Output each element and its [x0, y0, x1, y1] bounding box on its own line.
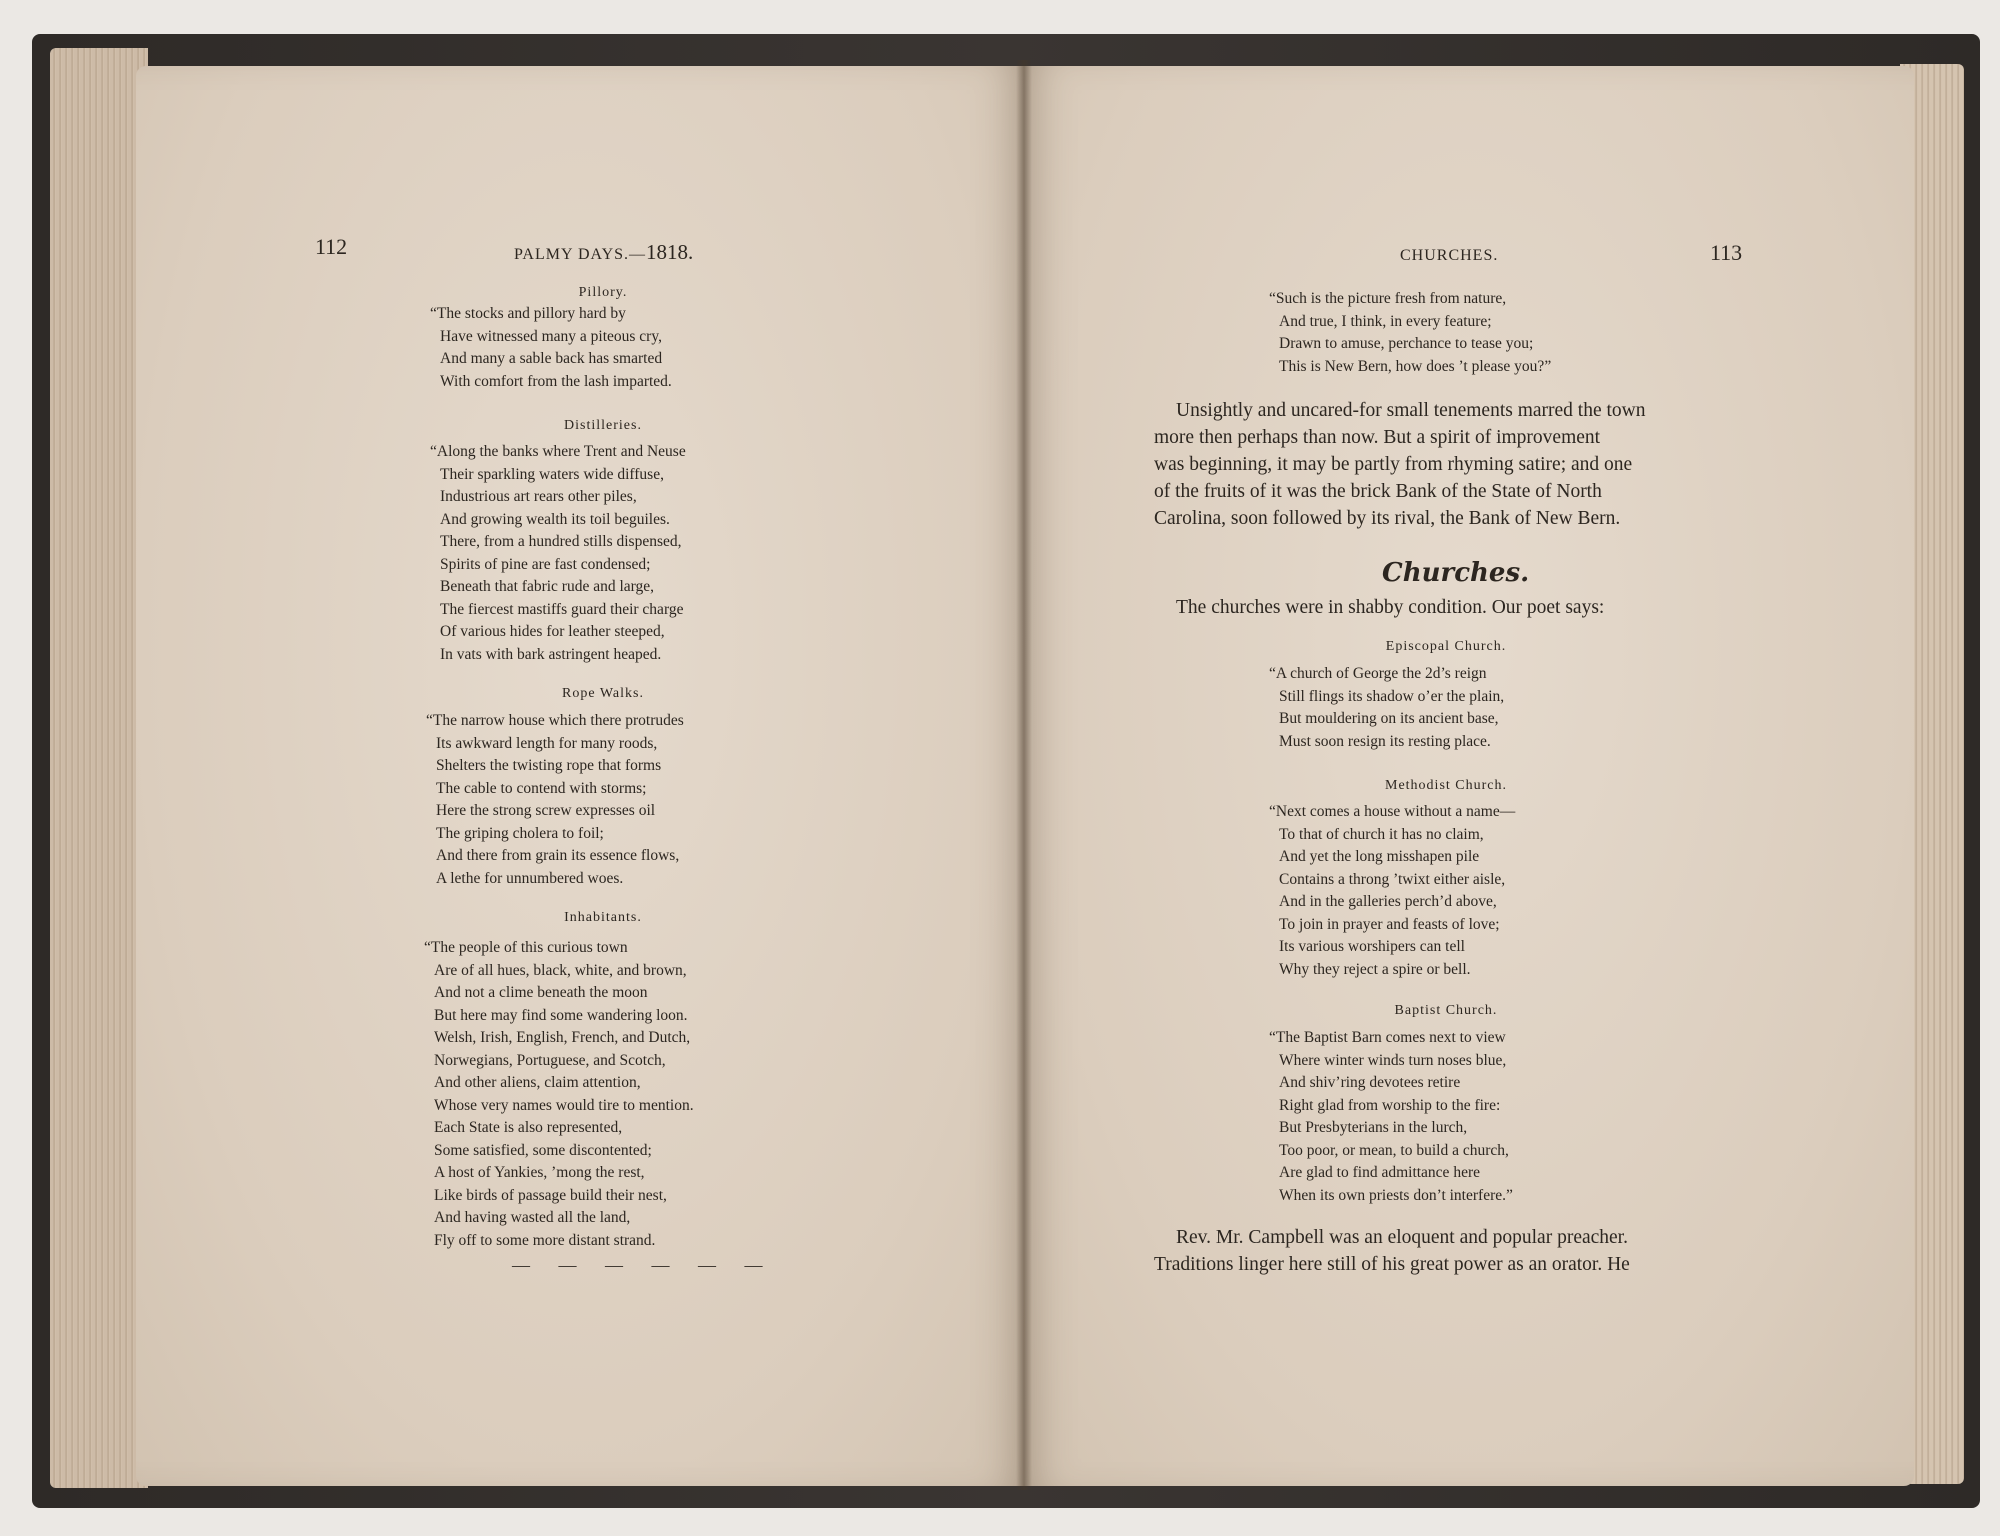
prose-line: Rev. Mr. Campbell was an eloquent and popular preacher.	[1176, 1227, 1628, 1248]
verse-episcopal	[1269, 663, 1505, 753]
verse-line: Drawn to amuse, perchance to tease you;	[1279, 335, 1534, 352]
page-number-left: 112	[315, 234, 348, 259]
verse-line: To join in prayer and feasts of love;	[1279, 915, 1500, 933]
running-head-right: CHURCHES.	[1400, 247, 1499, 264]
verse-line: Spirits of pine are fast condensed;	[440, 555, 651, 573]
verse-line: In vats with bark astringent heaped.	[440, 645, 662, 663]
verse-line: Still flings its shadow o’er the plain,	[1279, 687, 1505, 705]
verse-line: Welsh, Irish, English, French, and Dutch,	[434, 1029, 691, 1046]
verse-line: “The stocks and pillory hard by	[430, 305, 626, 322]
prose-line: Carolina, soon followed by its rival, the Bank of New Bern.	[1154, 508, 1621, 529]
verse-line: To that of church it has no claim,	[1279, 825, 1484, 843]
running-head-year: 1818.	[646, 240, 694, 264]
verse-line: Too poor, or mean, to build a church,	[1279, 1141, 1509, 1159]
verse-inhabitants	[424, 937, 694, 1252]
paragraph-tenements	[1154, 397, 1646, 532]
verse-line: Each State is also represented,	[434, 1119, 623, 1136]
verse-line: And shiv’ring devotees retire	[1279, 1074, 1461, 1091]
heading-methodist-church: Methodist Church.	[1385, 778, 1507, 793]
verse-line: A lethe for unnumbered woes.	[436, 869, 624, 887]
verse-line: “The narrow house which there protrudes	[426, 712, 684, 729]
running-head-text: PALMY DAYS.—	[514, 246, 647, 263]
verse-line: “A church of George the 2d’s reign	[1269, 665, 1487, 682]
verse-line: “Along the banks where Trent and Neuse	[430, 443, 686, 460]
verse-line: Have witnessed many a piteous cry,	[440, 327, 662, 345]
verse-line: Right glad from worship to the fire:	[1279, 1096, 1501, 1114]
verse-line: “Such is the picture fresh from nature,	[1269, 290, 1507, 307]
heading-rope-walks: Rope Walks.	[562, 686, 644, 701]
verse-line: Must soon resign its resting place.	[1279, 732, 1491, 750]
heading-distilleries: Distilleries.	[564, 418, 642, 433]
verse-line: Industrious art rears other piles,	[440, 488, 637, 505]
verse-line: Fly off to some more distant strand.	[434, 1231, 656, 1249]
verse-line: And having wasted all the land,	[434, 1209, 631, 1226]
verse-line: And there from grain its essence flows,	[436, 847, 680, 864]
verse-line: Of various hides for leather steeped,	[440, 623, 665, 640]
verse-line: And in the galleries perch’d above,	[1279, 893, 1497, 910]
verse-line: When its own priests don’t interfere.”	[1279, 1186, 1513, 1204]
verse-line: Contains a throng ’twixt either aisle,	[1279, 870, 1506, 888]
prose-line: Traditions linger here still of his great power as an orator. He	[1154, 1254, 1630, 1275]
running-head-left	[514, 240, 693, 265]
heading-baptist-church: Baptist Church.	[1394, 1003, 1498, 1018]
verse-line: And growing wealth its toil beguiles.	[440, 510, 670, 528]
verse-line: There, from a hundred stills dispensed,	[440, 533, 682, 550]
verse-line: Its various worshipers can tell	[1279, 938, 1465, 955]
verse-line: “The people of this curious town	[424, 939, 628, 956]
verse-line: But Presbyterians in the lurch,	[1279, 1119, 1468, 1136]
page-edges-left	[50, 48, 148, 1488]
verse-line: This is New Bern, how does ’t please you?”	[1279, 357, 1552, 375]
verse-line: And true, I think, in every feature;	[1279, 312, 1492, 330]
end-rule-dashes: — — — — — —	[512, 1255, 775, 1275]
verse-line: Are glad to find admittance here	[1279, 1164, 1480, 1181]
verse-line: Beneath that fabric rude and large,	[440, 578, 655, 595]
verse-line: A host of Yankies, ’mong the rest,	[434, 1164, 645, 1181]
verse-line: The cable to contend with storms;	[436, 779, 647, 797]
book-gutter	[1016, 60, 1032, 1490]
verse-line: “Next comes a house without a name—	[1269, 803, 1516, 820]
verse-line: And many a sable back has smarted	[440, 350, 663, 367]
verse-pillory	[430, 303, 672, 393]
verse-rope-walks	[426, 710, 684, 890]
verse-line: And not a clime beneath the moon	[434, 984, 648, 1001]
verse-line: But here may find some wandering loon.	[434, 1006, 688, 1024]
heading-inhabitants: Inhabitants.	[564, 910, 642, 925]
prose-line: of the fruits of it was the brick Bank of the State of North	[1154, 481, 1602, 502]
paragraph-campbell	[1154, 1224, 1630, 1278]
page-number-right: 113	[1710, 240, 1743, 265]
verse-distilleries	[430, 441, 686, 666]
heading-episcopal-church: Episcopal Church.	[1385, 639, 1507, 654]
verse-line: And other aliens, claim attention,	[434, 1074, 641, 1091]
verse-line: The griping cholera to foil;	[436, 824, 604, 842]
verse-opening	[1269, 288, 1552, 378]
verse-line: The fiercest mastiffs guard their charge	[440, 600, 684, 618]
verse-line: “The Baptist Barn comes next to view	[1269, 1029, 1506, 1046]
verse-line: Their sparkling waters wide diffuse,	[440, 465, 664, 483]
verse-line: Are of all hues, black, white, and brown,	[434, 961, 687, 979]
verse-line: And yet the long misshapen pile	[1279, 848, 1480, 865]
verse-line: With comfort from the lash imparted.	[440, 372, 672, 390]
verse-line: Like birds of passage build their nest,	[434, 1186, 667, 1204]
verse-line: Why they reject a spire or bell.	[1279, 960, 1471, 978]
heading-pillory: Pillory.	[578, 285, 628, 300]
verse-line: Where winter winds turn noses blue,	[1279, 1051, 1507, 1069]
verse-line: But mouldering on its ancient base,	[1279, 710, 1499, 727]
verse-line: Here the strong screw expresses oil	[436, 802, 656, 819]
verse-line: Norwegians, Portuguese, and Scotch,	[434, 1051, 666, 1069]
section-title-churches: Churches.	[1382, 558, 1530, 588]
verse-line: Whose very names would tire to mention.	[434, 1096, 694, 1114]
verse-methodist	[1269, 801, 1516, 981]
verse-line: Shelters the twisting rope that forms	[436, 757, 662, 774]
verse-line: Its awkward length for many roods,	[436, 734, 658, 752]
verse-line: Some satisfied, some discontented;	[434, 1141, 652, 1159]
prose-line: was beginning, it may be partly from rhyming satire; and one	[1154, 454, 1633, 475]
prose-line: more then perhaps than now. But a spirit of improvement	[1154, 427, 1601, 448]
churches-intro: The churches were in shabby condition. Our poet says:	[1176, 597, 1605, 618]
prose-line: Unsightly and uncared-for small tenements marred the town	[1176, 400, 1646, 421]
verse-baptist	[1269, 1027, 1513, 1207]
